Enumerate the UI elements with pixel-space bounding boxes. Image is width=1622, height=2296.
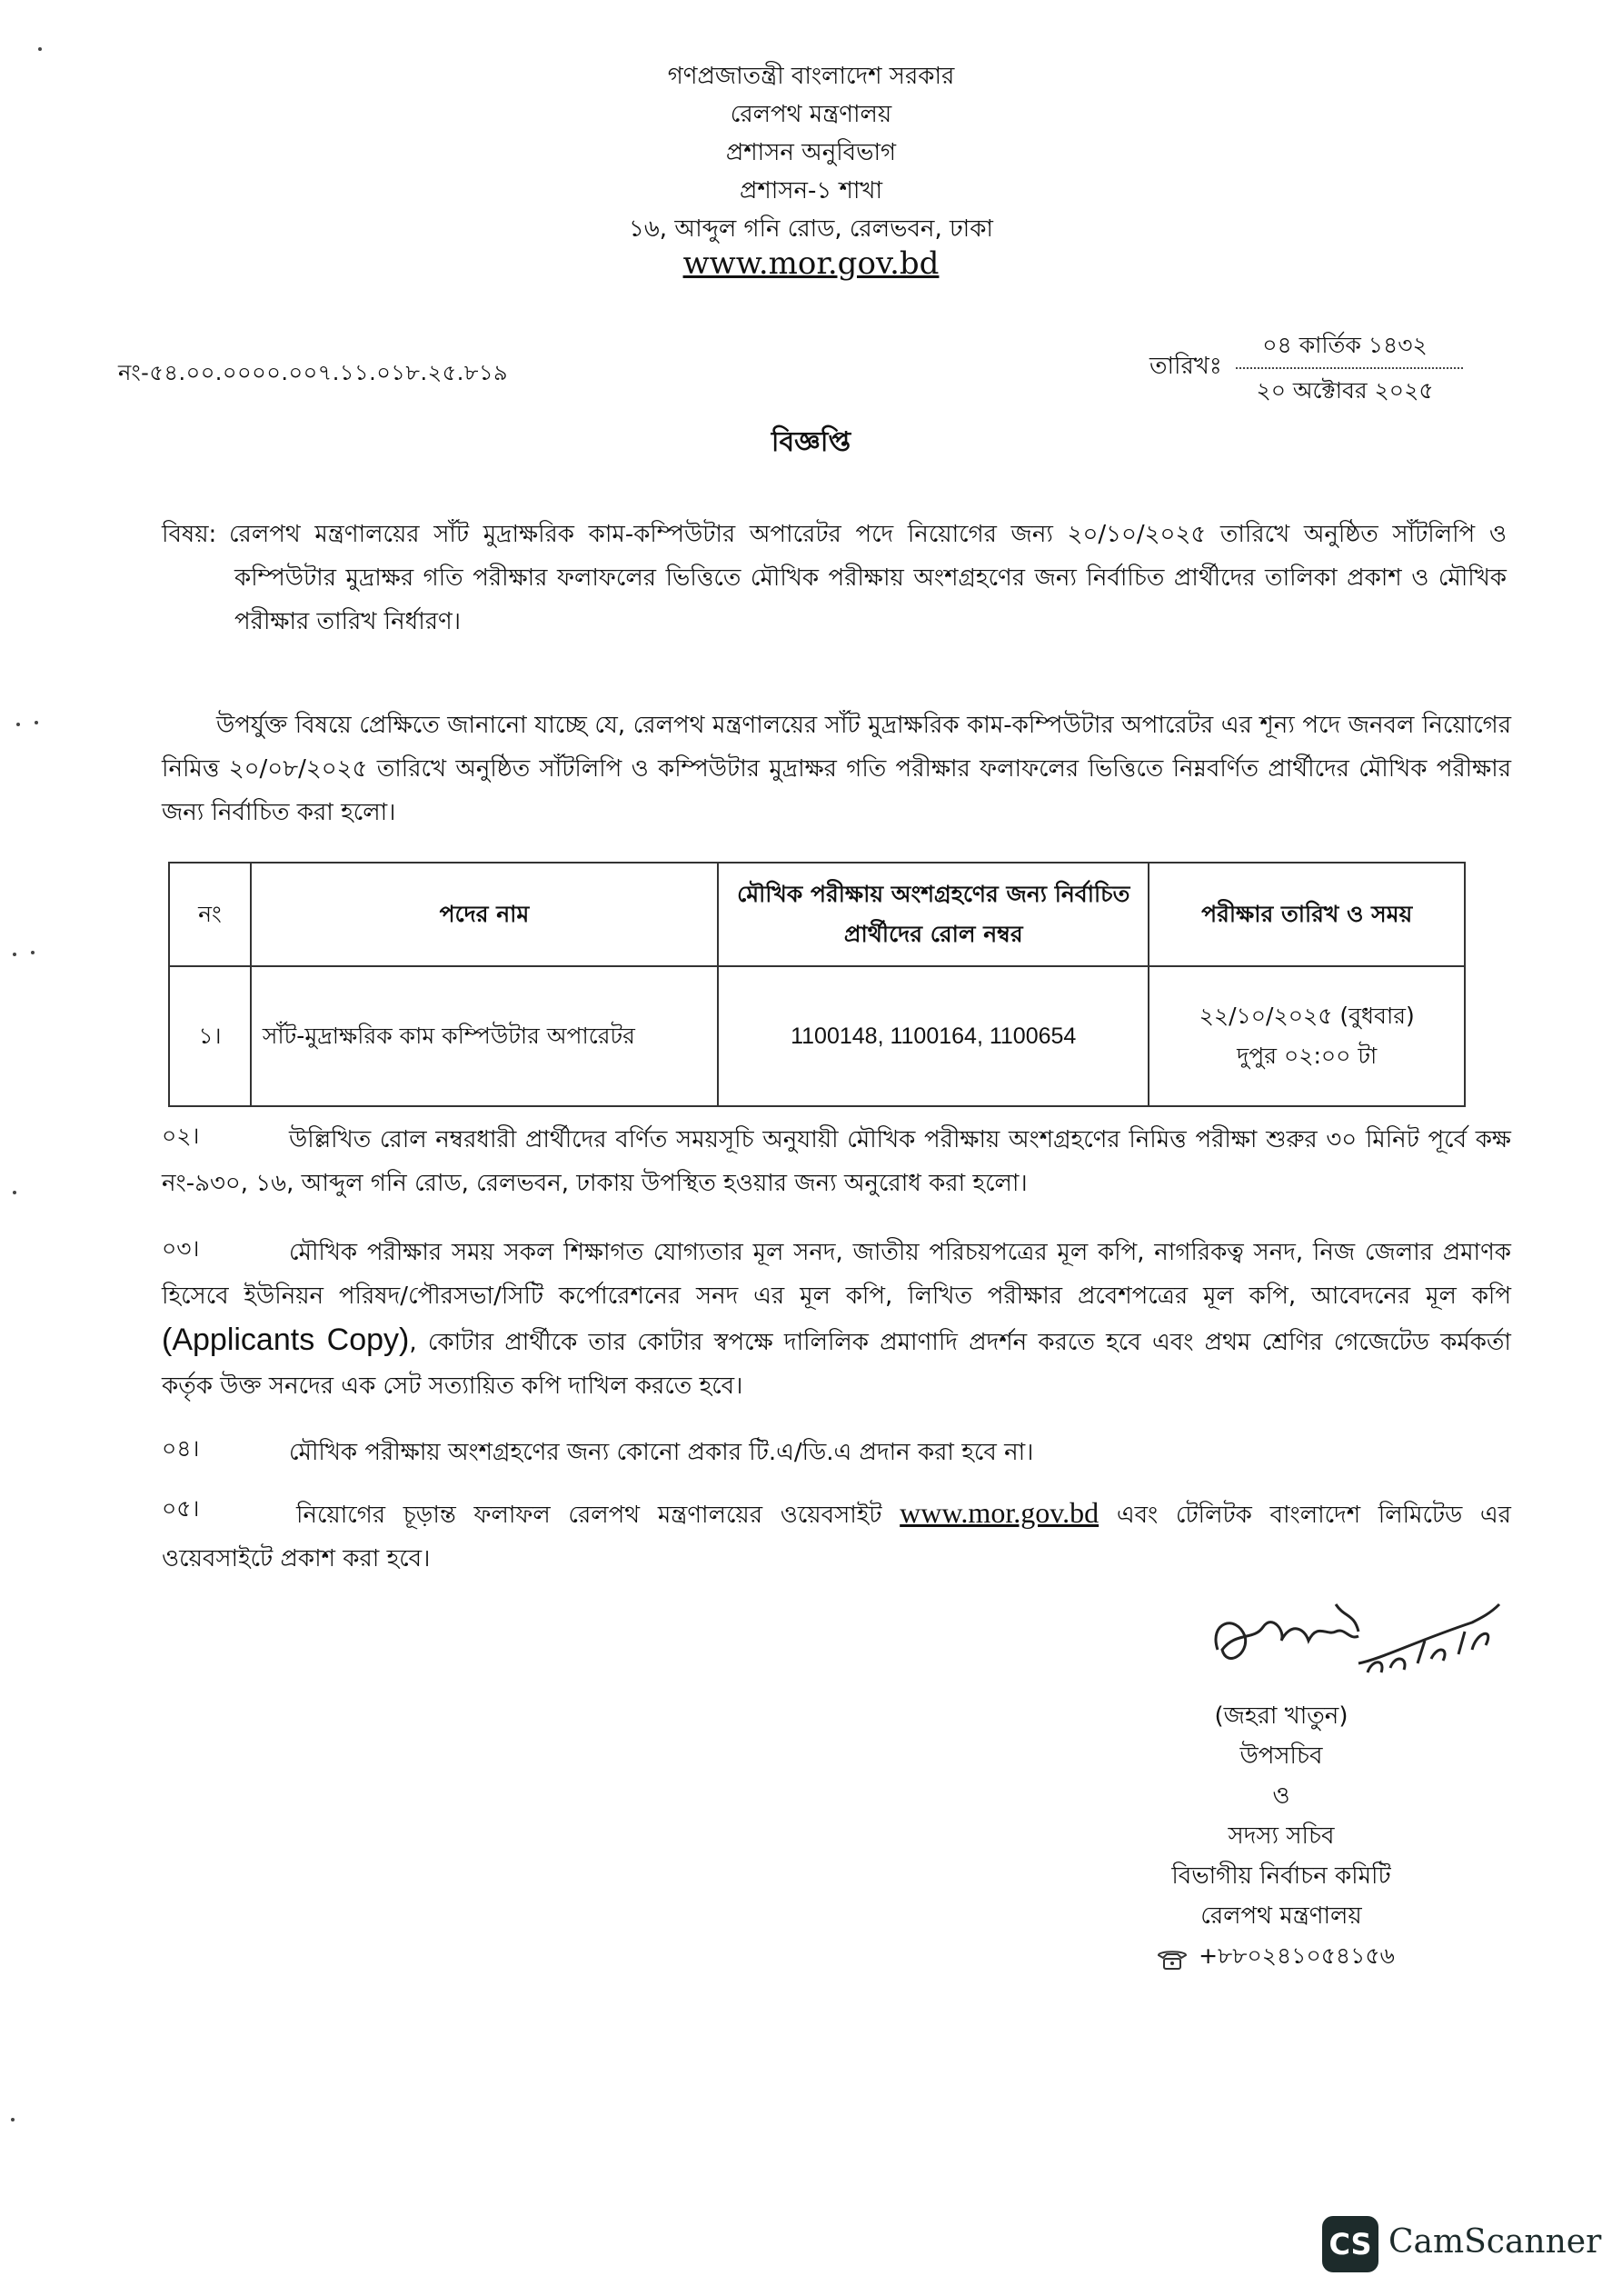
margin-dot bbox=[31, 951, 35, 954]
table-header-row bbox=[169, 863, 1465, 966]
subject-text: রেলপথ মন্ত্রণালয়ের সাঁট মুদ্রাক্ষরিক কাম-কম্পিউটার অপারেটর পদে নিয়োগের জন্য ২০/১০/২০২৫ তারিখে অনুষ্ঠিত সাঁটলিপি ও কম্পিউটার মুদ্রাক্ষর গতি পরীক্ষার ফলাফলের ভিত্তিতে মৌখিক পরীক্ষায় অংশগ্রহণের জন্য নির্বাচিত প্রার্থীদের তালিকা প্রকাশ ও মৌখিক পরীক্ষার তারিখ নির্ধারণ। bbox=[229, 521, 1507, 635]
margin-dot bbox=[13, 1191, 16, 1194]
ministry-name: রেলপথ মন্ত্রণালয় bbox=[730, 101, 892, 128]
memo-number: নং-৫৪.০০.০০০০.০০৭.১১.০১৮.২৫.৮১৯ bbox=[118, 360, 509, 385]
point-05-text bbox=[162, 1491, 1511, 1581]
table-header-post: পদের নাম bbox=[251, 863, 718, 966]
table-header-date: পরীক্ষার তারিখ ও সময় bbox=[1149, 863, 1465, 966]
signatory-phone: +৮৮০২৪১০৫৪১৫৬ bbox=[1199, 1942, 1395, 1969]
point-04-text: মৌখিক পরীক্ষায় অংশগ্রহণের জন্য কোনো প্রকার টি.এ/ডি.এ প্রদান করা হবে না। bbox=[289, 1439, 1034, 1466]
row-exam-time: দুপুর ০২:০০ টা bbox=[1237, 1043, 1378, 1069]
date-english: ২০ অক্টোবর ২০২৫ bbox=[1256, 377, 1434, 404]
row-no: ১। bbox=[169, 966, 251, 1106]
camscanner-logo-icon: CS bbox=[1322, 2216, 1378, 2272]
margin-dot bbox=[16, 723, 20, 726]
candidate-table bbox=[168, 862, 1466, 1107]
intro-paragraph: উপর্যুক্ত বিষয়ে প্রেক্ষিতে জানানো যাচ্ছে যে, রেলপথ মন্ত্রণালয়ের সাঁট মুদ্রাক্ষরিক কাম-কম্পিউটার অপারেটর এর শূন্য পদে জনবল নিয়োগের নিমিত্ত ২০/০৮/২০২৫ তারিখে অনুষ্ঠিত সাঁটলিপি ও কম্পিউটার মুদ্রাক্ষর গতি পরীক্ষার ফলাফলের ভিত্তিতে নিম্নবর্ণিত প্রার্থীদের মৌখিক পরীক্ষার জন্য নির্বাচিত করা হলো। bbox=[162, 712, 1511, 826]
point-05-number: ০৫। bbox=[162, 1495, 200, 1522]
date-divider bbox=[1236, 367, 1463, 369]
division-name: প্রশাসন অনুবিভাগ bbox=[725, 139, 897, 166]
row-roll-numbers: 1100148, 1100164, 1100654 bbox=[718, 966, 1149, 1106]
row-post: সাঁট-মুদ্রাক্ষরিক কাম কম্পিউটার অপারেটর bbox=[251, 966, 718, 1106]
signatory-phone-row bbox=[1156, 1936, 1395, 1979]
point-03-text bbox=[162, 1231, 1511, 1408]
header-website-link[interactable]: www.mor.gov.bd bbox=[682, 245, 940, 282]
point-03-applicants-copy: (Applicants Copy) bbox=[162, 1323, 410, 1357]
table-header-rolls: মৌখিক পরীক্ষায় অংশগ্রহণের জন্য নির্বাচিত প্রার্থীদের রোল নম্বর bbox=[718, 863, 1149, 966]
signatory-name: (জহরা খাতুন) bbox=[1214, 1702, 1348, 1730]
point-05-website-link[interactable]: www.mor.gov.bd bbox=[900, 1496, 1100, 1529]
govt-name: গণপ্রজাতন্ত্রী বাংলাদেশ সরকার bbox=[667, 63, 955, 90]
signatory-designation: উপসচিব bbox=[1239, 1742, 1323, 1770]
point-02-text: উল্লিখিত রোল নম্বরধারী প্রার্থীদের বর্ণিত সময়সূচি অনুযায়ী মৌখিক পরীক্ষায় অংশগ্রহণের নিমিত্ত পরীক্ষা শুরুর ৩০ মিনিট পূর্বে কক্ষ নং-৯৩০, ১৬, আব্দুল গনি রোড, রেলভবন, ঢাকায় উপস্থিত হওয়ার জন্য অনুরোধ করা হলো। bbox=[162, 1126, 1511, 1197]
signatory-and: ও bbox=[1272, 1782, 1290, 1810]
date-bangla: ০৪ কার্তিক ১৪৩২ bbox=[1262, 332, 1428, 358]
point-04-number: ০৪। bbox=[162, 1435, 200, 1462]
date-label: তারিখঃ bbox=[1149, 353, 1222, 380]
signatory-role: সদস্য সচিব bbox=[1228, 1822, 1335, 1850]
row-exam-datetime bbox=[1149, 966, 1465, 1106]
row-exam-date: ২২/১০/২০২৫ (বুধবার) bbox=[1199, 1003, 1415, 1029]
telephone-icon bbox=[1156, 1948, 1189, 1972]
signatory-ministry: রেলপথ মন্ত্রণালয় bbox=[1200, 1902, 1362, 1930]
table-row bbox=[169, 966, 1465, 1106]
point-05-text-a: নিয়োগের চূড়ান্ত ফলাফল রেলপথ মন্ত্রণালয়ের ওয়েবসাইট bbox=[296, 1502, 882, 1529]
margin-dot bbox=[38, 47, 42, 51]
point-05-text-b: এবং টেলিটক বাংলাদেশ লিমিটেড এর ওয়েবসাইটে প্রকাশ করা হবে। bbox=[162, 1502, 1511, 1572]
subject-label: বিষয়: bbox=[162, 521, 217, 548]
notice-title: বিজ্ঞপ্তি bbox=[771, 426, 851, 458]
point-03-text-b: , কোটার প্রার্থীকে তার কোটার স্বপক্ষে দালিলিক প্রমাণাদি প্রদর্শন করতে হবে এবং প্রথম শ্রেণির গেজেটেড কর্মকর্তা কর্তৃক উক্ত সনদের এক সেট সত্যায়িত কপি দাখিল করতে হবে। bbox=[162, 1329, 1511, 1400]
point-02-number: ০২। bbox=[162, 1123, 200, 1149]
margin-dot bbox=[11, 2118, 15, 2121]
margin-dot bbox=[13, 953, 16, 956]
point-03-number: ০৩। bbox=[162, 1235, 200, 1262]
camscanner-label: CamScanner bbox=[1388, 2223, 1602, 2261]
signatory-committee: বিভাগীয় নির্বাচন কমিটি bbox=[1171, 1862, 1391, 1890]
office-address: ১৬, আব্দুল গনি রোড, রেলভবন, ঢাকা bbox=[629, 215, 993, 243]
point-03-text-a: মৌখিক পরীক্ষার সময় সকল শিক্ষাগত যোগ্যতার মূল সনদ, জাতীয় পরিচয়পত্রের মূল কপি, নাগরিকত্ব সনদ, নিজ জেলার প্রমাণক হিসেবে ইউনিয়ন পরিষদ/পৌরসভা/সিটি কর্পোরেশনের সনদ এর মূল কপি, লিখিত পরীক্ষার প্রবেশপত্রের মূল কপি, আবেদনের মূল কপি bbox=[162, 1239, 1511, 1310]
table-header-no: নং bbox=[169, 863, 251, 966]
handwritten-signature-icon bbox=[1199, 1586, 1508, 1695]
branch-name: প্রশাসন-১ শাখা bbox=[739, 177, 883, 205]
margin-dot bbox=[35, 721, 38, 724]
